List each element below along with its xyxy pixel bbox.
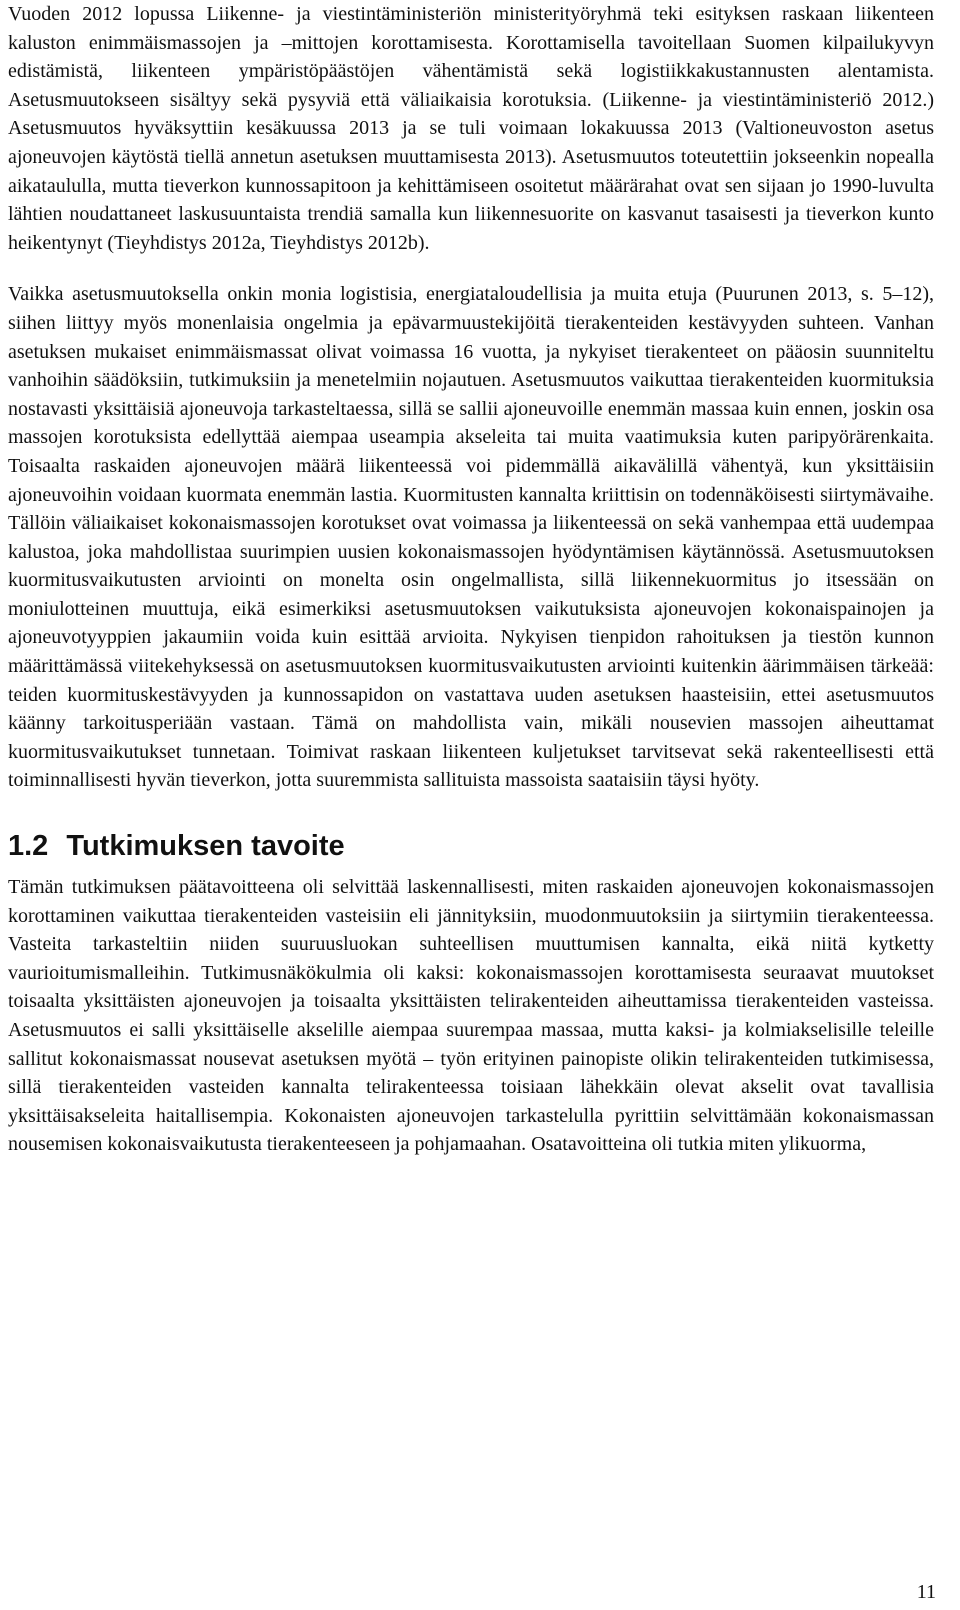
document-page — [8, 0, 934, 1159]
paragraph-3: Tämän tutkimuksen päätavoitteena oli selvittää laskennallisesti, miten raskaiden ajoneuvojen kokonaismassojen korottaminen vaikuttaa tierakenteiden vasteisiin eli jännityksiin, muodonmuutoksiin ja siirtymiin tierakenteessa. Vasteita tarkasteltiin niiden suuruusluokan suhteellisen muuttumisen kannalta, eikä niitä kytketty vaurioitumismalleihin. Tutkimusnäkökulmia oli kaksi: kokonaismassojen korottamisesta seuraavat muutokset toisaalta yksittäisten ajoneuvojen ja toisaalta yksittäisten telirakenteiden aiheuttamissa tierakenteiden vasteissa. Asetusmuutos ei salli yksittäiselle akselille aiempaa suurempaa massaa, mutta kaksi- ja kolmiakselisille teleille sallitut kokonaismassat nousevat asetuksen myötä – työn erityinen painopiste olikin telirakenteiden tutkimisessa, sillä tierakenteiden vasteiden kannalta telirakenteessa toisiaan lähekkäin olevat akselit ovat tavallisia yksittäisakseleita haitallisempia. Kokonaisten ajoneuvojen tarkastelulla pyrittiin selvittämään kokonaismassan nousemisen kokonaisvaikutusta tierakenteeseen ja pohjamaahan. Osatavoitteina oli tutkia miten ylikuorma, — [8, 876, 934, 1156]
section-number: 1.2 — [8, 830, 49, 863]
paragraph-1: Vuoden 2012 lopussa Liikenne- ja viestintäministeriön ministerityöryhmä teki esityksen raskaan liikenteen kaluston enimmäismassojen ja –mittojen korottamisesta. Korottamisella tavoitellaan Suomen kilpailukyvyn edistämistä, liikenteen ympäristöpäästöjen vähentämistä sekä logistiikkakustannusten alentamista. Asetusmuutokseen sisältyy sekä pysyviä että väliaikaisia korotuksia. (Liikenne- ja viestintäministeriö 2012.) Asetusmuutos hyväksyttiin kesäkuussa 2013 ja se tuli voimaan lokakuussa 2013 (Valtioneuvoston asetus ajoneuvojen käytöstä tiellä annetun asetuksen muuttamisesta 2013). Asetusmuutos toteutettiin jokseenkin nopealla aikataululla, mutta tieverkon kunnossapitoon ja kehittämiseen osoitetut määrärahat ovat sen sijaan jo 1990-luvulta lähtien noudattaneet laskusuuntaista trendiä samalla kun liikennesuorite on kasvanut tasaisesti ja tieverkon kunto heikentynyt (Tieyhdistys 2012a, Tieyhdistys 2012b). — [8, 3, 934, 254]
section-heading — [8, 829, 934, 863]
section-title: Tutkimuksen tavoite — [66, 830, 345, 863]
page-number: 11 — [916, 1581, 936, 1603]
paragraph-2: Vaikka asetusmuutoksella onkin monia logistisia, energiataloudellisia ja muita etuja (Puurunen 2013, s. 5–12), siihen liittyy myös monenlaisia ongelmia ja epävarmuustekijöitä tierakenteiden kestävyyden suhteen. Vanhan asetuksen mukaiset enimmäismassat olivat voimassa 16 vuotta, ja nykyiset tierakenteet on pääosin suunniteltu vanhoihin säädöksiin, tutkimuksiin ja menetelmiin nojautuen. Asetusmuutos vaikuttaa tierakenteiden kuormituksia nostavasti yksittäisiä ajoneuvoja tarkasteltaessa, sillä se sallii ajoneuvoille enemmän massaa kuin ennen, joskin osa massojen korotuksista edellyttää aiempaa useampia akseleita tai muita vaatimuksia kuten paripyörärenkaita. Toisaalta raskaiden ajoneuvojen määrä liikenteessä voi pidemmällä aikavälillä vähentyä, kun yksittäisiin ajoneuvoihin voidaan kuormata enemmän lastia. Kuormitusten kannalta kriittisin on todennäköisesti siirtymävaihe. Tällöin väliaikaiset kokonaismassojen korotukset ovat voimassa ja liikenteessä on sekä vanhempaa että uudempaa kalustoa, joka mahdollistaa suurimpien uusien kokonaismassojen hyödyntämisen käytännössä. Asetusmuutoksen kuormitusvaikutusten arviointi on monelta osin ongelmallista, sillä liikennekuormitus jo itsessään on moniulotteinen muuttuja, eikä esimerkiksi asetusmuutoksen vaikutuksista ajoneuvojen kokonaispainojen ja ajoneuvotyyppien jakaumiin voida kuin esittää arvioita. Nykyisen tienpidon rahoituksen ja tiestön kunnon määrittämässä viitekehyksessä on asetusmuutoksen kuormitusvaikutusten arviointi kuitenkin äärimmäisen tärkeää: teiden kuormituskestävyyden ja kunnossapidon on vastattava uuden asetuksen haasteisiin, ettei asetusmuutos käänny tarkoitusperiään vastaan. Tämä on mahdollista vain, mikäli nousevien massojen aiheuttamat kuormitusvaikutukset tunnetaan. Toimivat raskaan liikenteen kuljetukset tarvitsevat sekä rakenteellisesti että toiminnallisesti hyvän tieverkon, jotta suuremmista sallituista massoista saataisiin täysi hyöty. — [8, 283, 934, 792]
